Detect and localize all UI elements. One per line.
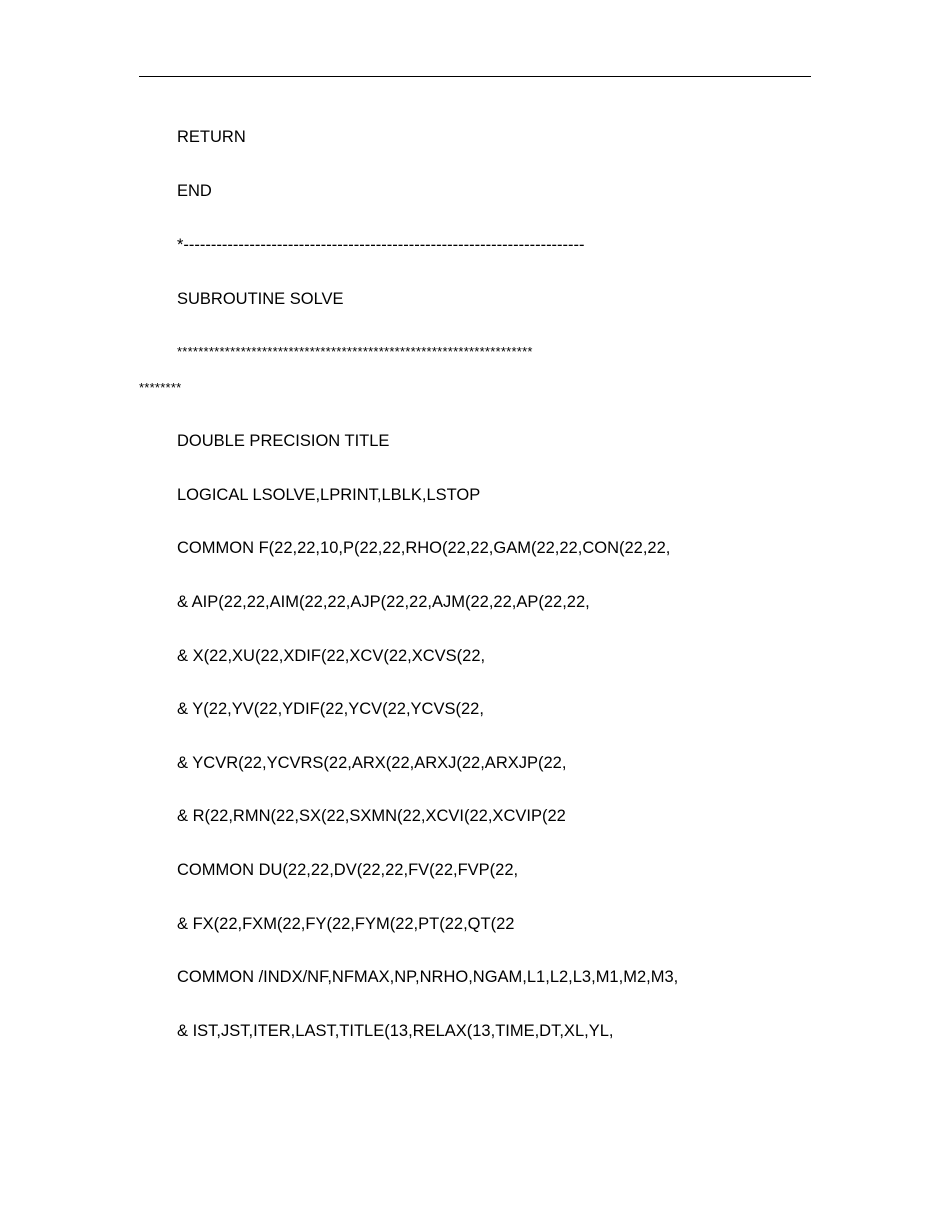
- code-line: & YCVR(22,YCVRS(22,ARX(22,ARXJ(22,ARXJP(22,: [177, 754, 567, 772]
- code-line-stars: *******************************************************************: [177, 344, 533, 359]
- code-line: & X(22,XU(22,XDIF(22,XCV(22,XCVS(22,: [177, 647, 486, 665]
- code-line: RETURN: [177, 128, 246, 146]
- code-line-separator: *-------------------------------------------------------------------------: [177, 236, 585, 254]
- code-line: & R(22,RMN(22,SX(22,SXMN(22,XCVI(22,XCVIP(22: [177, 807, 566, 825]
- header-rule: [139, 76, 811, 77]
- code-line: COMMON F(22,22,10,P(22,22,RHO(22,22,GAM(22,22,CON(22,22,: [177, 539, 671, 557]
- code-line: DOUBLE PRECISION TITLE: [177, 432, 390, 450]
- code-line: SUBROUTINE SOLVE: [177, 290, 344, 308]
- code-line: END: [177, 182, 212, 200]
- code-line: LOGICAL LSOLVE,LPRINT,LBLK,LSTOP: [177, 486, 481, 504]
- code-line: COMMON DU(22,22,DV(22,22,FV(22,FVP(22,: [177, 861, 519, 879]
- code-line: & Y(22,YV(22,YDIF(22,YCV(22,YCVS(22,: [177, 700, 484, 718]
- code-line-stars-wrap: ********: [139, 380, 182, 395]
- code-line: COMMON /INDX/NF,NFMAX,NP,NRHO,NGAM,L1,L2,L3,M1,M2,M3,: [177, 968, 679, 986]
- code-line: & AIP(22,22,AIM(22,22,AJP(22,22,AJM(22,22,AP(22,22,: [177, 593, 590, 611]
- code-line: & IST,JST,ITER,LAST,TITLE(13,RELAX(13,TIME,DT,XL,YL,: [177, 1022, 614, 1040]
- code-line: & FX(22,FXM(22,FY(22,FYM(22,PT(22,QT(22: [177, 915, 515, 933]
